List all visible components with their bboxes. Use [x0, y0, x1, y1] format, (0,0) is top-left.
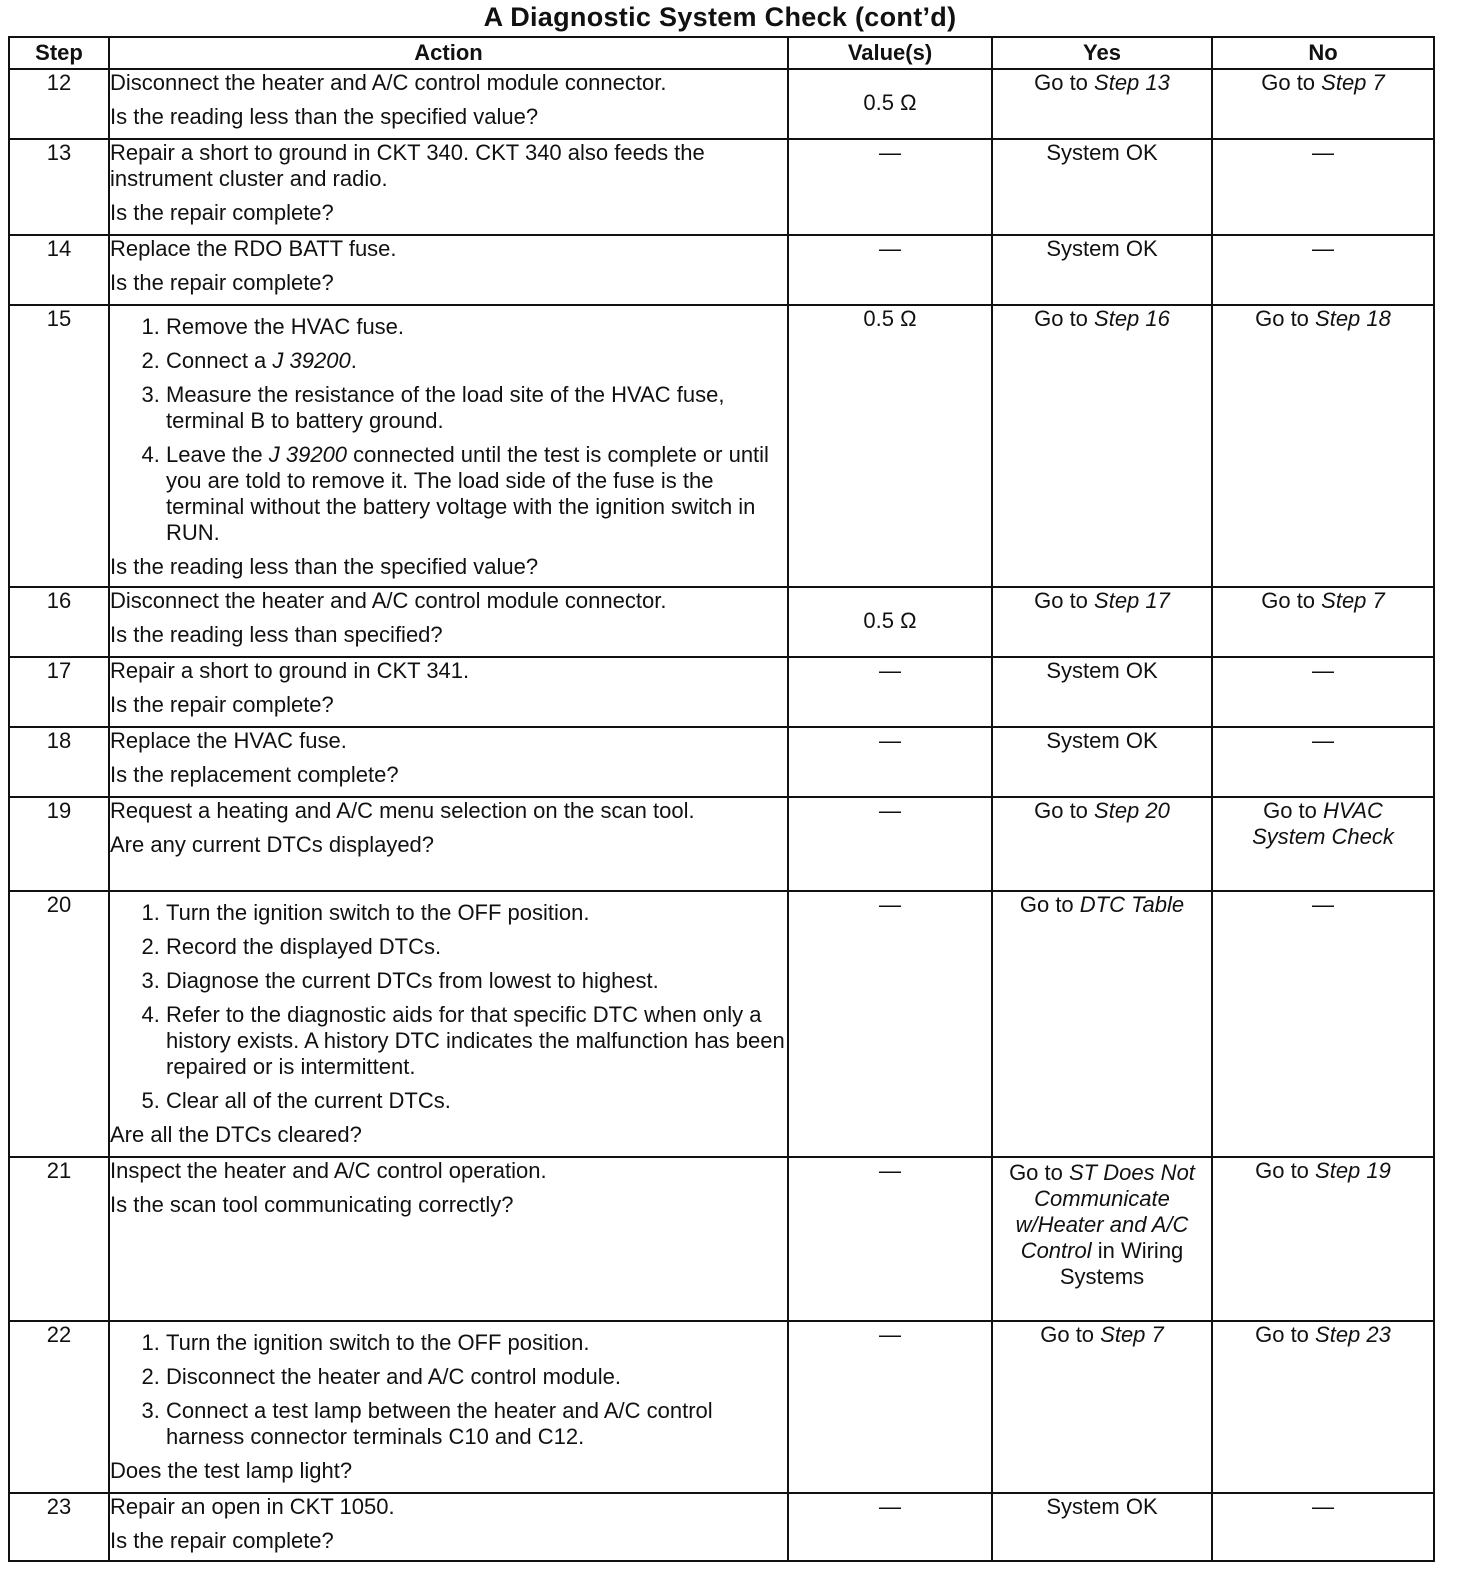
list-item: 5. Clear all of the current DTCs. [166, 1088, 787, 1114]
no-cell: — [1212, 235, 1434, 305]
no-prefix: Go to [1255, 1158, 1316, 1183]
list-item: 1. Turn the ignition switch to the OFF position. [166, 900, 787, 926]
step-number: 20 [9, 891, 109, 1157]
step-number: 15 [9, 305, 109, 587]
table-row [9, 235, 1434, 305]
table-row [9, 1157, 1434, 1321]
value-cell: — [788, 235, 992, 305]
step-number: 12 [9, 69, 109, 139]
yes-reference: DTC Table [1079, 892, 1185, 917]
table-row [9, 797, 1434, 891]
column-header-no: No [1212, 37, 1434, 69]
yes-reference: Step 16 [1094, 306, 1170, 331]
action-steps-list [110, 314, 787, 546]
action-cell [109, 1157, 788, 1321]
yes-prefix: Go to [1034, 588, 1095, 613]
yes-cell [992, 69, 1212, 139]
step-number: 17 [9, 657, 109, 727]
table-row [9, 727, 1434, 797]
value-cell: — [788, 1321, 992, 1493]
yes-prefix: Go to [1034, 798, 1095, 823]
list-item: 4. Refer to the diagnostic aids for that specific DTC when only a history exists. A history DTC indicates the malfunction has been repaired or is intermittent. [166, 1002, 787, 1080]
action-text: Repair a short to ground in CKT 341. [110, 658, 470, 683]
action-cell [109, 657, 788, 727]
table-row [9, 1321, 1434, 1493]
action-question: Are any current DTCs displayed? [110, 832, 435, 857]
action-cell [109, 727, 788, 797]
no-prefix: Go to [1263, 798, 1323, 823]
no-prefix: Go to [1261, 588, 1322, 613]
yes-cell: System OK [992, 657, 1212, 727]
no-reference: Step 18 [1315, 306, 1391, 331]
yes-reference: Step 7 [1100, 1322, 1164, 1347]
yes-cell: System OK [992, 1493, 1212, 1561]
action-cell [109, 587, 788, 657]
yes-prefix: Go to [1019, 892, 1080, 917]
table-row [9, 69, 1434, 139]
value-cell: — [788, 139, 992, 235]
yes-cell [992, 587, 1212, 657]
list-item: 2. Disconnect the heater and A/C control module. [166, 1364, 787, 1390]
list-item: 3. Diagnose the current DTCs from lowest to highest. [166, 968, 787, 994]
no-cell [1212, 587, 1434, 657]
yes-prefix: Go to [1034, 306, 1095, 331]
table-row [9, 305, 1434, 587]
action-cell [109, 1493, 788, 1561]
step-number: 13 [9, 139, 109, 235]
value-cell: — [788, 797, 992, 891]
action-question: Is the repair complete? [110, 200, 334, 225]
list-item: 2. Connect a J 39200. [166, 348, 787, 374]
action-text: Request a heating and A/C menu selection on the scan tool. [110, 798, 695, 823]
yes-cell: System OK [992, 235, 1212, 305]
yes-cell [992, 305, 1212, 587]
action-text: Repair an open in CKT 1050. [110, 1494, 395, 1519]
action-text: Replace the RDO BATT fuse. [110, 236, 397, 261]
no-cell [1212, 1157, 1434, 1321]
yes-cell [992, 891, 1212, 1157]
action-text: Inspect the heater and A/C control operation. [110, 1158, 547, 1183]
table-row [9, 587, 1434, 657]
yes-cell: System OK [992, 727, 1212, 797]
action-question: Is the reading less than specified? [110, 622, 443, 647]
action-cell [109, 139, 788, 235]
no-cell: — [1212, 727, 1434, 797]
step-number: 19 [9, 797, 109, 891]
no-reference: Step 7 [1321, 588, 1385, 613]
step-number: 21 [9, 1157, 109, 1321]
yes-reference: Step 17 [1094, 588, 1170, 613]
no-reference: Step 23 [1315, 1322, 1391, 1347]
list-item: 2. Record the displayed DTCs. [166, 934, 787, 960]
no-prefix: Go to [1261, 70, 1322, 95]
no-reference: Step 7 [1321, 70, 1385, 95]
action-question: Is the repair complete? [110, 692, 334, 717]
action-question: Is the reading less than the specified value? [110, 554, 539, 579]
yes-cell: System OK [992, 139, 1212, 235]
no-cell [1212, 69, 1434, 139]
no-cell: — [1212, 1493, 1434, 1561]
action-question: Does the test lamp light? [110, 1458, 353, 1483]
no-reference: Step 19 [1315, 1158, 1391, 1183]
no-prefix: Go to [1255, 1322, 1316, 1347]
list-item: 1. Remove the HVAC fuse. [166, 314, 787, 340]
value-cell: 0.5 Ω [788, 305, 992, 587]
value-cell: — [788, 891, 992, 1157]
list-item: 1. Turn the ignition switch to the OFF position. [166, 1330, 787, 1356]
action-question: Is the repair complete? [110, 1528, 334, 1553]
action-question: Are all the DTCs cleared? [110, 1122, 362, 1147]
no-cell [1212, 305, 1434, 587]
list-item: 4. Leave the J 39200 connected until the test is complete or until you are told to remove it. The load side of the fuse is the terminal without the battery voltage with the ignition switch in RUN. [166, 442, 787, 546]
value-cell: — [788, 727, 992, 797]
yes-reference: Step 13 [1094, 70, 1170, 95]
action-cell [109, 69, 788, 139]
action-cell [109, 797, 788, 891]
yes-prefix: Go to [1034, 70, 1095, 95]
step-number: 18 [9, 727, 109, 797]
value-text: 0.5 Ω [863, 608, 917, 633]
list-item: 3. Connect a test lamp between the heater and A/C control harness connector terminals C10 and C12. [166, 1398, 787, 1450]
action-cell [109, 1321, 788, 1493]
no-cell: — [1212, 657, 1434, 727]
no-prefix: Go to [1255, 306, 1316, 331]
column-header-step: Step [9, 37, 109, 69]
step-number: 22 [9, 1321, 109, 1493]
no-reference: HVAC System Check [1252, 798, 1394, 849]
step-number: 14 [9, 235, 109, 305]
value-cell: — [788, 1493, 992, 1561]
table-header-row [9, 37, 1434, 69]
step-number: 16 [9, 587, 109, 657]
action-text: Disconnect the heater and A/C control module connector. [110, 70, 667, 95]
yes-cell [992, 797, 1212, 891]
action-text: Disconnect the heater and A/C control module connector. [110, 588, 667, 613]
action-question: Is the repair complete? [110, 270, 334, 295]
value-text: 0.5 Ω [863, 90, 917, 115]
value-cell: — [788, 1157, 992, 1321]
table-row [9, 139, 1434, 235]
diagnostic-table [8, 36, 1435, 1562]
yes-suffix: in Wiring Systems [1059, 1238, 1184, 1289]
column-header-action: Action [109, 37, 788, 69]
action-cell [109, 235, 788, 305]
yes-reference: ST Does Not Communicate w/Heater and A/C Control [1015, 1160, 1195, 1263]
no-cell: — [1212, 139, 1434, 235]
table-row [9, 891, 1434, 1157]
action-question: Is the scan tool communicating correctly? [110, 1192, 514, 1217]
action-question: Is the replacement complete? [110, 762, 399, 787]
tool-reference: J 39200 [272, 348, 351, 373]
action-cell [109, 891, 788, 1157]
value-cell [788, 69, 992, 139]
no-cell: — [1212, 891, 1434, 1157]
yes-reference: Step 20 [1094, 798, 1170, 823]
tool-reference: J 39200 [268, 442, 348, 467]
no-cell [1212, 797, 1434, 891]
column-header-yes: Yes [992, 37, 1212, 69]
yes-prefix: Go to [1009, 1160, 1069, 1185]
table-row [9, 1493, 1434, 1561]
column-header-values: Value(s) [788, 37, 992, 69]
action-text: Replace the HVAC fuse. [110, 728, 347, 753]
yes-prefix: Go to [1040, 1322, 1101, 1347]
no-cell [1212, 1321, 1434, 1493]
action-steps-list [110, 1330, 787, 1450]
list-item: 3. Measure the resistance of the load site of the HVAC fuse, terminal B to battery ground. [166, 382, 787, 434]
table-row [9, 657, 1434, 727]
page-title: A Diagnostic System Check (cont’d) [483, 2, 957, 32]
value-cell [788, 587, 992, 657]
action-steps-list [110, 900, 787, 1114]
action-question: Is the reading less than the specified value? [110, 104, 539, 129]
yes-cell [992, 1321, 1212, 1493]
step-number: 23 [9, 1493, 109, 1561]
yes-cell [992, 1157, 1212, 1321]
action-cell [109, 305, 788, 587]
value-cell: — [788, 657, 992, 727]
action-text: Repair a short to ground in CKT 340. CKT 340 also feeds the instrument cluster and radio. [110, 140, 705, 191]
